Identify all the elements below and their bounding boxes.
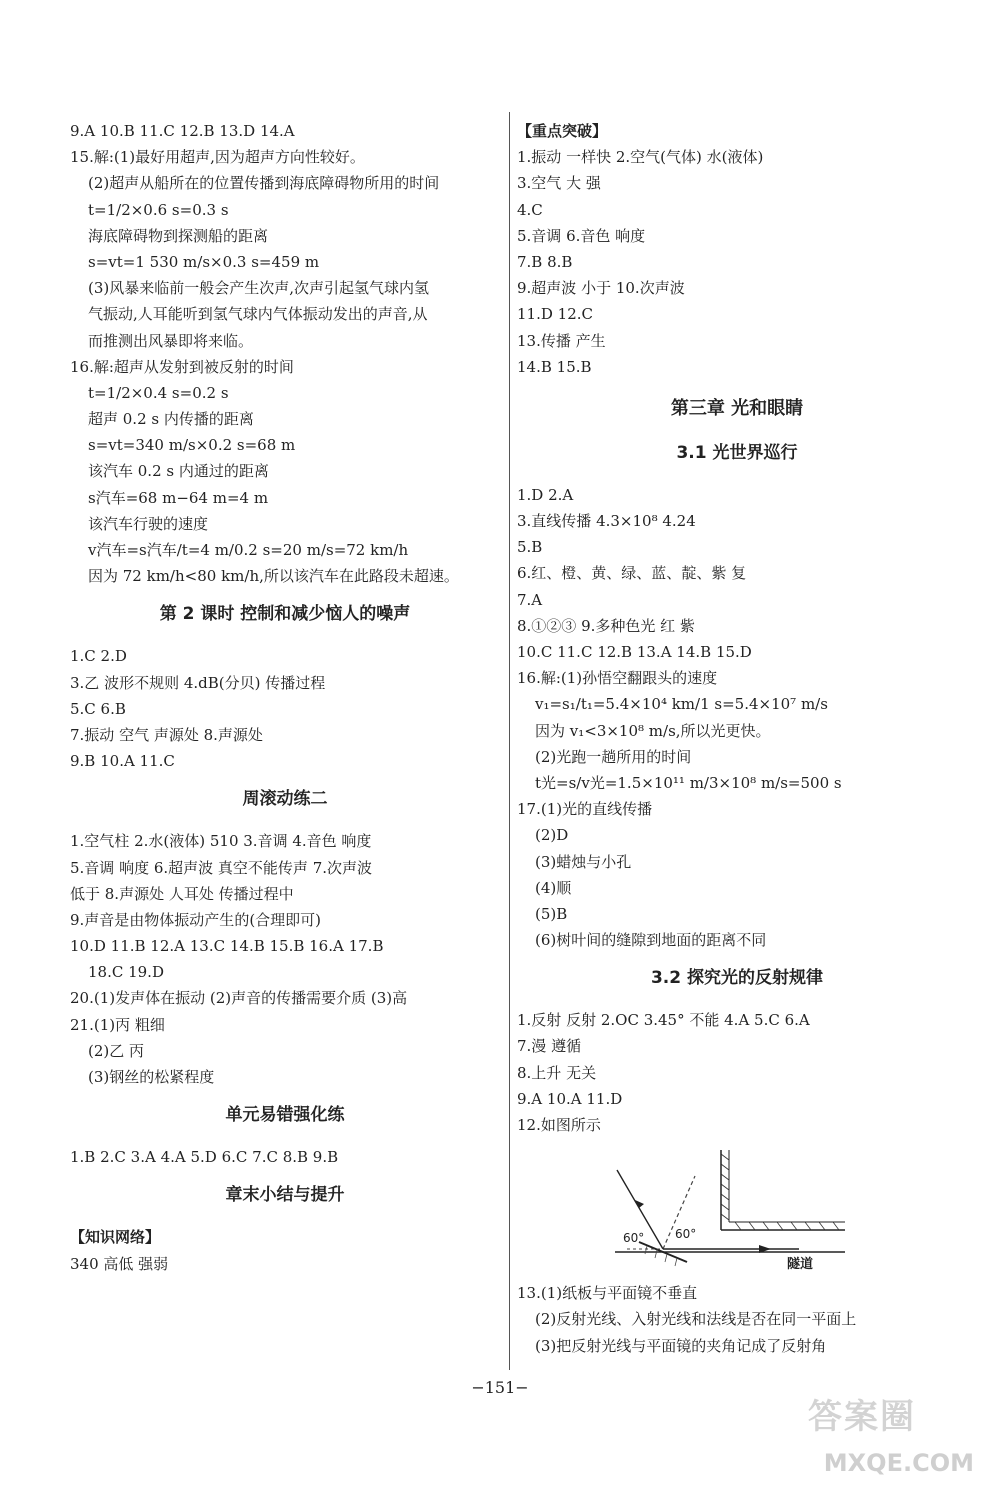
answer-line: (2)光跑一趟所用的时间 xyxy=(535,747,692,766)
answer-line: (5)B xyxy=(535,904,568,923)
answer-line: 18.C 19.D xyxy=(88,963,164,982)
answer-line: 1.B 2.C 3.A 4.A 5.D 6.C 7.C 8.B 9.B xyxy=(70,1148,339,1167)
answer-line: 3.乙 波形不规则 4.dB(分贝) 传播过程 xyxy=(70,673,326,692)
reflection-diagram xyxy=(609,1146,849,1270)
answer-line: 7.漫 遵循 xyxy=(517,1037,582,1056)
subsection-label: 【重点突破】 xyxy=(517,122,608,140)
angle-label-left: 60° xyxy=(623,1231,645,1246)
formula-line: s=vt=340 m/s×0.2 s=68 m xyxy=(88,436,296,455)
answer-line: (6)树叶间的缝隙到地面的距离不同 xyxy=(535,931,767,950)
answer-line: (2)D xyxy=(535,826,569,845)
section-heading: 3.2 探究光的反射规律 xyxy=(650,968,824,989)
answer-line: 5.B xyxy=(517,538,543,557)
answer-line: 6.红、橙、黄、绿、蓝、靛、紫 复 xyxy=(517,564,747,583)
answer-line: 9.超声波 小于 10.次声波 xyxy=(517,279,685,298)
answer-line: (4)顺 xyxy=(535,878,572,897)
formula-line: v汽车=s汽车/t=4 m/0.2 s=20 m/s=72 km/h xyxy=(88,541,409,559)
answer-line: (3)钢丝的松紧程度 xyxy=(88,1068,215,1086)
angle-label-right: 60° xyxy=(675,1227,697,1242)
answer-line: (2)反射光线、入射光线和法线是否在同一平面上 xyxy=(535,1310,857,1329)
answer-line: 1.D 2.A xyxy=(517,485,574,504)
answer-line: 13.(1)纸板与平面镜不垂直 xyxy=(517,1284,698,1303)
answer-line: 5.音调 响度 6.超声波 真空不能传声 7.次声波 xyxy=(70,858,373,877)
answer-line: 3.直线传播 4.3×10⁸ 4.24 xyxy=(517,512,696,531)
answer-line: 14.B 15.B xyxy=(517,357,592,376)
answer-line: 4.C xyxy=(517,200,543,219)
answer-line: 13.传播 产生 xyxy=(517,331,606,350)
formula-line: t=1/2×0.4 s=0.2 s xyxy=(88,383,229,402)
answer-line: 而推测出风暴即将来临。 xyxy=(88,331,254,350)
answer-line: 16.解:(1)孙悟空翻跟头的速度 xyxy=(517,669,718,688)
section-heading: 周滚动练二 xyxy=(242,789,328,810)
answer-line: 因为 v₁<3×10⁸ m/s,所以光更快。 xyxy=(535,721,771,740)
answer-line: 7.B 8.B xyxy=(517,252,573,271)
column-divider xyxy=(509,112,510,1370)
subsection-label: 【知识网络】 xyxy=(70,1228,161,1247)
answer-line: 340 高低 强弱 xyxy=(70,1254,169,1273)
right-column xyxy=(517,118,957,1359)
answer-line: 3.空气 大 强 xyxy=(517,174,601,193)
answer-line: 因为 72 km/h<80 km/h,所以该汽车在此路段未超速。 xyxy=(88,567,459,586)
formula-line: t=1/2×0.6 s=0.3 s xyxy=(88,200,229,219)
formula-line: t光=s/v光=1.5×10¹¹ m/3×10⁸ m/s=500 s xyxy=(535,773,842,792)
answer-line: 海底障碍物到探测船的距离 xyxy=(88,226,269,245)
left-column xyxy=(70,118,500,1277)
formula-line: s汽车=68 m−64 m=4 m xyxy=(88,488,269,507)
answer-line: 12.如图所示 xyxy=(517,1116,601,1134)
answer-line: 21.(1)丙 粗细 xyxy=(70,1015,165,1034)
tunnel-label: 隧道 xyxy=(787,1257,814,1271)
answer-line: 10.D 11.B 12.A 13.C 14.B 15.B 16.A 17.B xyxy=(70,937,384,956)
answer-line: 该汽车行驶的速度 xyxy=(88,514,209,533)
formula-line: v₁=s₁/t₁=5.4×10⁴ km/1 s=5.4×10⁷ m/s xyxy=(535,695,828,714)
answer-line: 15.解:(1)最好用超声,因为超声方向性较好。 xyxy=(70,148,365,167)
section-heading: 章末小结与提升 xyxy=(225,1185,345,1206)
answer-line: 16.解:超声从发射到被反射的时间 xyxy=(70,357,294,376)
answer-line: (3)把反射光线与平面镜的夹角记成了反射角 xyxy=(535,1336,827,1355)
watermark-site: MXQE.COM xyxy=(823,1449,974,1477)
answer-line: 9.A 10.A 11.D xyxy=(517,1089,623,1108)
answer-line: (2)超声从船所在的位置传播到海底障碍物所用的时间 xyxy=(88,174,440,193)
answer-line: 9.声音是由物体振动产生的(合理即可) xyxy=(70,910,322,929)
section-heading: 第 2 课时 控制和减少恼人的噪声 xyxy=(159,604,411,625)
answer-line: 9.A 10.B 11.C 12.B 13.D 14.A xyxy=(70,122,295,140)
answer-line: 8.①②③ 9.多种色光 红 紫 xyxy=(517,616,695,635)
answer-line: 7.振动 空气 声源处 8.声源处 xyxy=(70,725,263,744)
answer-line: 1.空气柱 2.水(液体) 510 3.音调 4.音色 响度 xyxy=(70,832,372,851)
answer-line: 超声 0.2 s 内传播的距离 xyxy=(88,410,254,429)
answer-line: 7.A xyxy=(517,590,543,609)
answer-line: (3)蜡烛与小孔 xyxy=(535,852,632,871)
chapter-heading: 第三章 光和眼睛 xyxy=(670,397,804,419)
answer-line: 5.C 6.B xyxy=(70,699,126,718)
watermark-logo: 答案圈 xyxy=(808,1397,916,1437)
answer-line: 1.振动 一样快 2.空气(气体) 水(液体) xyxy=(517,148,764,167)
section-heading: 3.1 光世界巡行 xyxy=(676,442,798,463)
answer-line: 低于 8.声源处 人耳处 传播过程中 xyxy=(70,884,294,903)
answer-line: (3)风暴来临前一般会产生次声,次声引起氢气球内氢 xyxy=(88,279,430,298)
answer-line: 气振动,人耳能听到氢气球内气体振动发出的声音,从 xyxy=(88,305,428,324)
answer-line: 17.(1)光的直线传播 xyxy=(517,800,653,819)
answer-line: 1.C 2.D xyxy=(70,647,127,666)
answer-line: 10.C 11.C 12.B 13.A 14.B 15.D xyxy=(517,643,752,661)
answer-line: 5.音调 6.音色 响度 xyxy=(517,226,646,245)
answer-line: 8.上升 无关 xyxy=(517,1063,597,1082)
answer-line: 9.B 10.A 11.C xyxy=(70,752,175,771)
section-heading: 单元易错强化练 xyxy=(225,1105,345,1126)
answer-line: (2)乙 丙 xyxy=(88,1041,145,1060)
answer-line: 该汽车 0.2 s 内通过的距离 xyxy=(88,462,269,481)
tunnel-wall xyxy=(721,1150,845,1230)
answer-line: 20.(1)发声体在振动 (2)声音的传播需要介质 (3)高 xyxy=(70,989,408,1008)
page-number: −151− xyxy=(471,1378,529,1397)
formula-line: s=vt=1 530 m/s×0.3 s=459 m xyxy=(88,252,320,271)
answer-line: 11.D 12.C xyxy=(517,305,593,324)
answer-line: 1.反射 反射 2.OC 3.45° 不能 4.A 5.C 6.A xyxy=(517,1011,810,1030)
